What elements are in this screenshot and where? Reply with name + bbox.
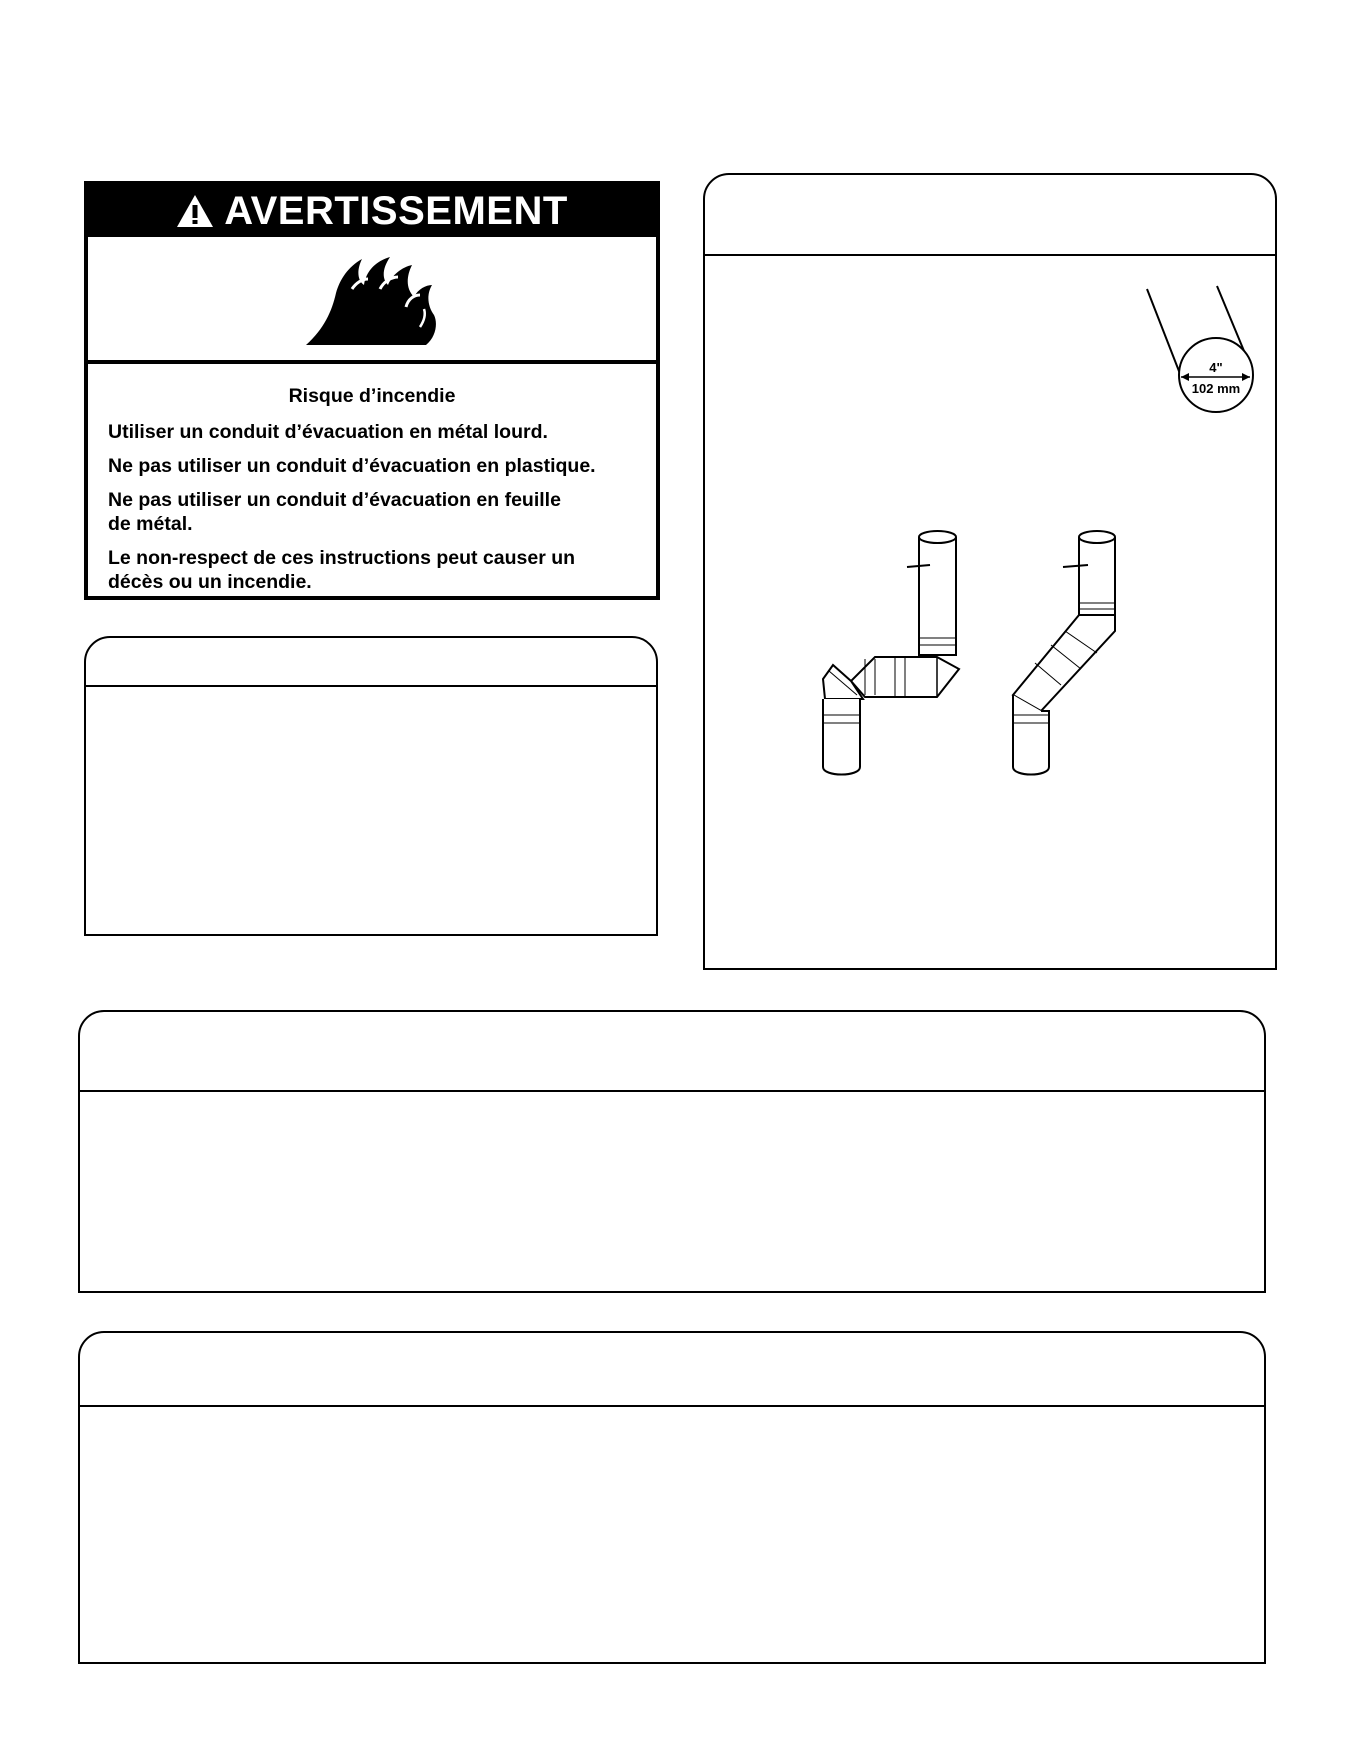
- section-panel-left: [84, 636, 658, 936]
- panel-header-divider: [84, 685, 658, 687]
- warning-header-text: AVERTISSEMENT: [224, 188, 568, 233]
- fire-hazard-area: [88, 237, 656, 364]
- warning-box: [84, 181, 660, 600]
- panel-header-divider: [78, 1405, 1266, 1407]
- warning-title: Risque d’incendie: [288, 385, 456, 407]
- elbow-duct-illustration: [705, 175, 1279, 972]
- warning-line-1: Utiliser un conduit d’évacuation en métal lourd.: [108, 421, 548, 443]
- warning-triangle-icon: [176, 194, 214, 228]
- warning-header: [88, 185, 656, 237]
- diameter-inches-label: 4": [1209, 360, 1223, 375]
- vent-duct-panel: [703, 173, 1277, 970]
- warning-body: [88, 364, 656, 594]
- section-panel-wide-1: [78, 1010, 1266, 1293]
- diameter-mm-label: 102 mm: [1191, 381, 1241, 396]
- warning-line-4: Le non-respect de ces instructions peut causer un décès ou un incendie.: [108, 547, 576, 593]
- warning-line-3: Ne pas utiliser un conduit d’évacuation en feuille de métal.: [108, 489, 561, 535]
- fire-icon: [302, 249, 442, 349]
- section-panel-wide-2: [78, 1331, 1266, 1664]
- warning-line-2: Ne pas utiliser un conduit d’évacuation en plastique.: [108, 455, 596, 477]
- panel-header-divider: [78, 1090, 1266, 1092]
